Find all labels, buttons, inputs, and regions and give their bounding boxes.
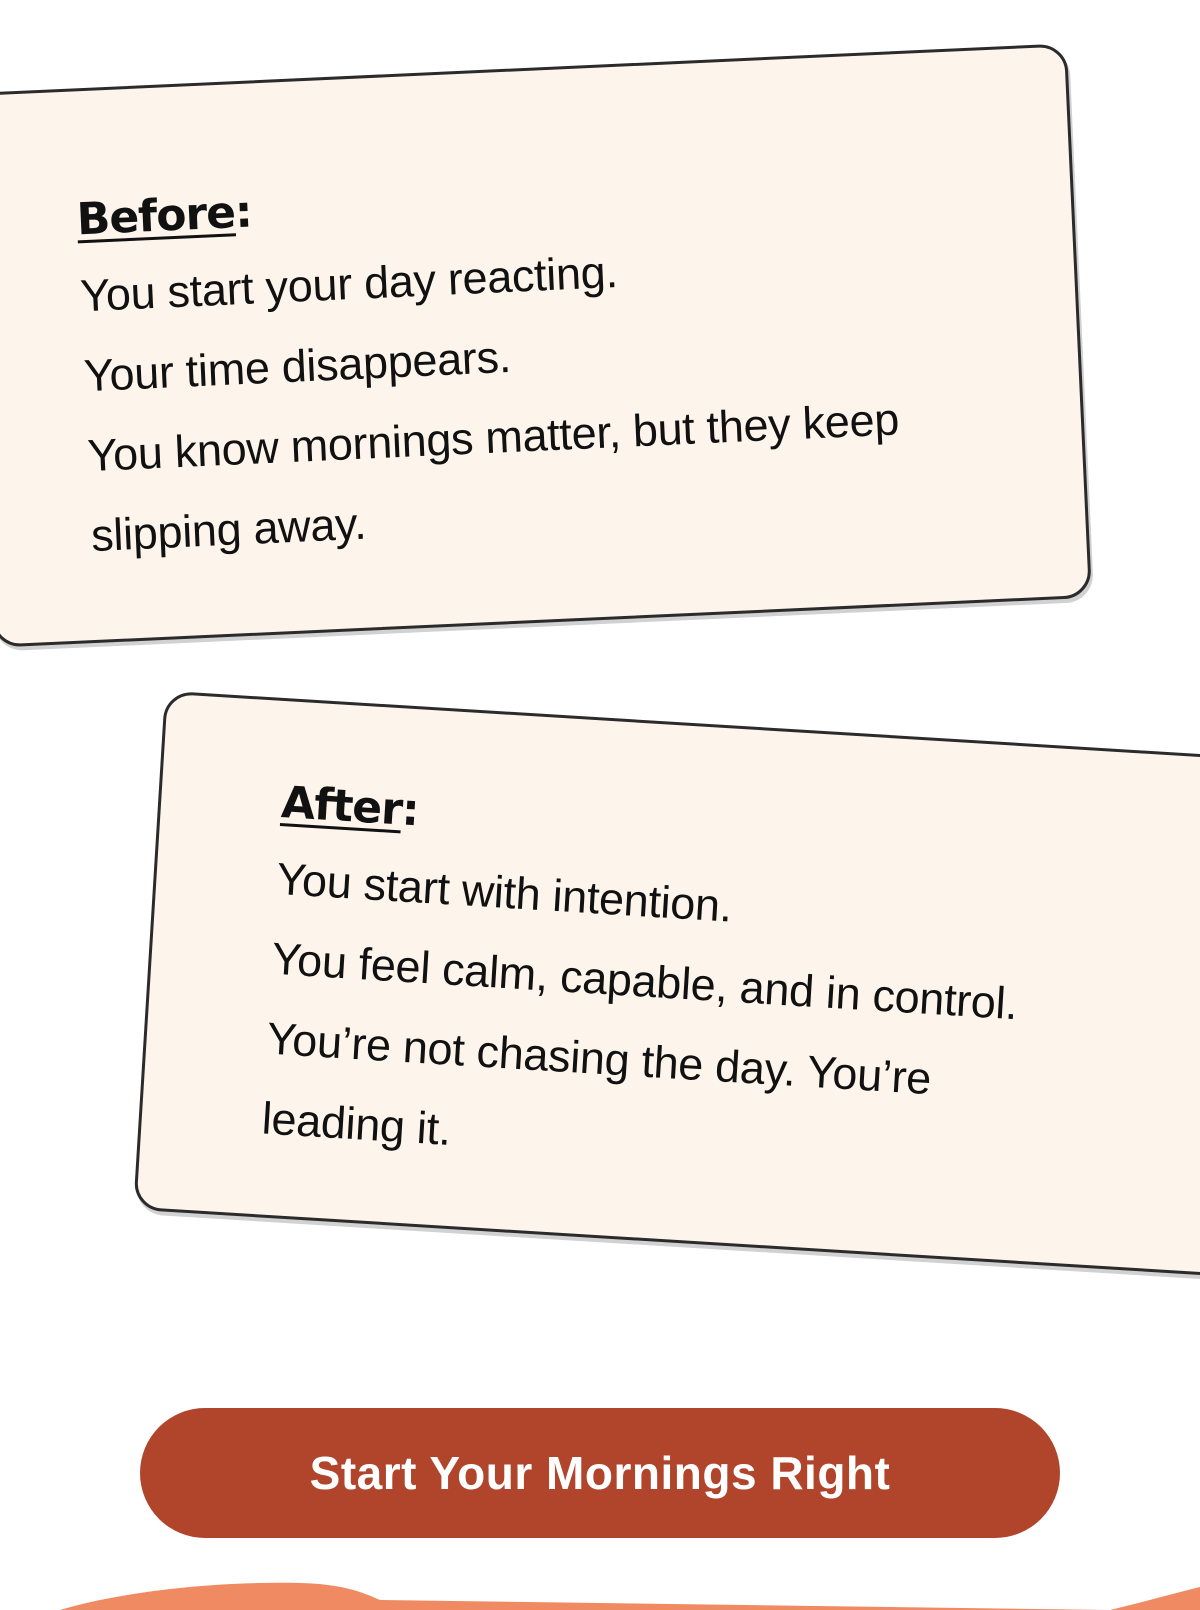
before-line: Your time disappears.: [82, 331, 512, 402]
decorative-wave: [0, 1575, 1200, 1610]
before-heading-colon: :: [233, 186, 253, 239]
before-line: You start your day reacting.: [79, 246, 619, 322]
after-line: You feel calm, capable, and in control.: [270, 933, 1020, 1030]
after-line: leading it.: [260, 1092, 453, 1156]
decorative-wave-shape: [60, 1583, 1200, 1610]
after-card: [133, 691, 1200, 1280]
after-card-content: [260, 779, 1162, 1212]
after-heading-word: After: [279, 777, 404, 836]
start-mornings-button[interactable]: Start Your Mornings Right: [140, 1408, 1060, 1538]
before-card-content: [76, 154, 1022, 576]
after-line: You start with intention.: [275, 853, 734, 933]
before-heading-word: Before: [75, 187, 237, 246]
after-heading-colon: :: [400, 784, 421, 837]
before-card: [0, 43, 1092, 647]
before-line: You know mornings matter, but they keep: [86, 393, 901, 482]
before-line: slipping away.: [90, 498, 368, 562]
after-line: You’re not chasing the day. You’re: [265, 1012, 933, 1105]
